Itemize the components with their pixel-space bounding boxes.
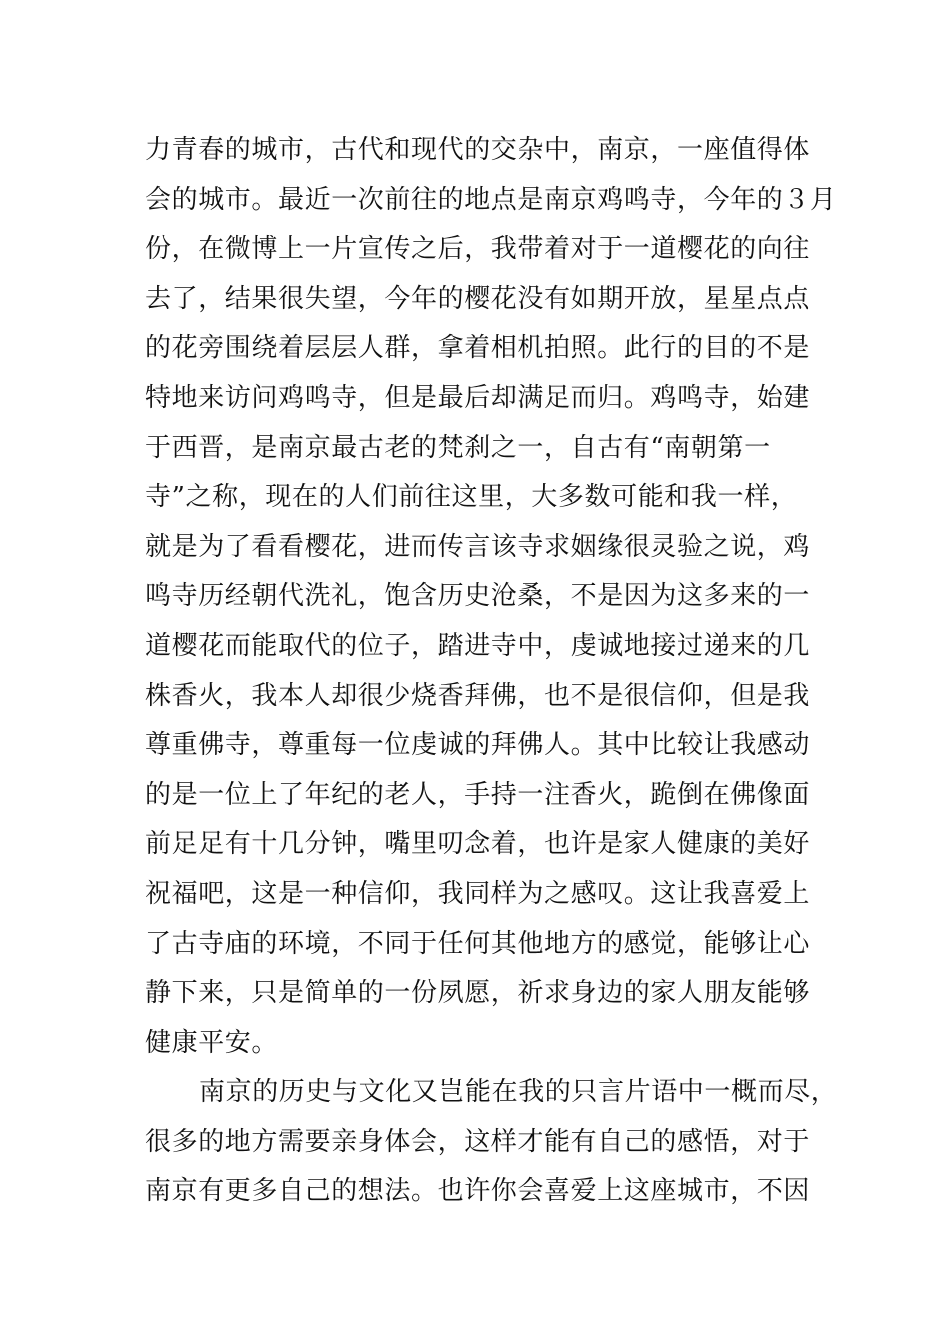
text-line: 南京有更多自己的想法。也许你会喜爱上这座城市，不因 [145, 1176, 811, 1207]
text-line: 健康平安。 [145, 1027, 279, 1058]
text-line: 株香火，我本人却很少烧香拜佛，也不是很信仰，但是我 [145, 680, 811, 711]
text-line: 尊重佛寺，尊重每一位虔诚的拜佛人。其中比较让我感动 [145, 730, 811, 761]
text-line: 的花旁围绕着层层人群，拿着相机拍照。此行的目的不是 [145, 333, 811, 364]
text-line: 力青春的城市，古代和现代的交杂中，南京，一座值得体 [145, 135, 811, 165]
text-line: 会的城市。最近一次前往的地点是南京鸡鸣寺，今年的３月 [145, 184, 837, 215]
text-line: 很多的地方需要亲身体会，这样才能有自己的感悟，对于 [145, 1126, 811, 1157]
paragraph-start-line: 南京的历史与文化又岂能在我的只言片语中一概而尽， [199, 1077, 838, 1108]
text-line: 的是一位上了年纪的老人，手持一注香火，跪倒在佛像面 [145, 779, 811, 810]
text-line: 于西晋，是南京最古老的梵刹之一，自古有“南朝第一 [145, 432, 771, 463]
text-line: 祝福吧，这是一种信仰，我同样为之感叹。这让我喜爱上 [145, 878, 811, 909]
text-line: 了古寺庙的环境，不同于任何其他地方的感觉，能够让心 [145, 928, 811, 959]
text-line: 份，在微博上一片宣传之后，我带着对于一道樱花的向往 [145, 234, 811, 265]
body-text [145, 126, 838, 1217]
text-line: 去了，结果很失望，今年的樱花没有如期开放，星星点点 [145, 283, 811, 314]
text-line: 特地来访问鸡鸣寺，但是最后却满足而归。鸡鸣寺，始建 [145, 382, 811, 413]
text-line: 道樱花而能取代的位子，踏进寺中，虔诚地接过递来的几 [145, 630, 811, 661]
text-line: 静下来，只是简单的一份夙愿，祈求身边的家人朋友能够 [145, 978, 811, 1009]
text-line: 鸣寺历经朝代洗礼，饱含历史沧桑，不是因为这多来的一 [145, 581, 811, 612]
text-line: 前足足有十几分钟，嘴里叨念着，也许是家人健康的美好 [145, 829, 811, 860]
text-line: 就是为了看看樱花，进而传言该寺求姻缘很灵验之说，鸡 [145, 531, 811, 562]
text-line: 寺”之称，现在的人们前往这里，大多数可能和我一样， [145, 482, 798, 513]
